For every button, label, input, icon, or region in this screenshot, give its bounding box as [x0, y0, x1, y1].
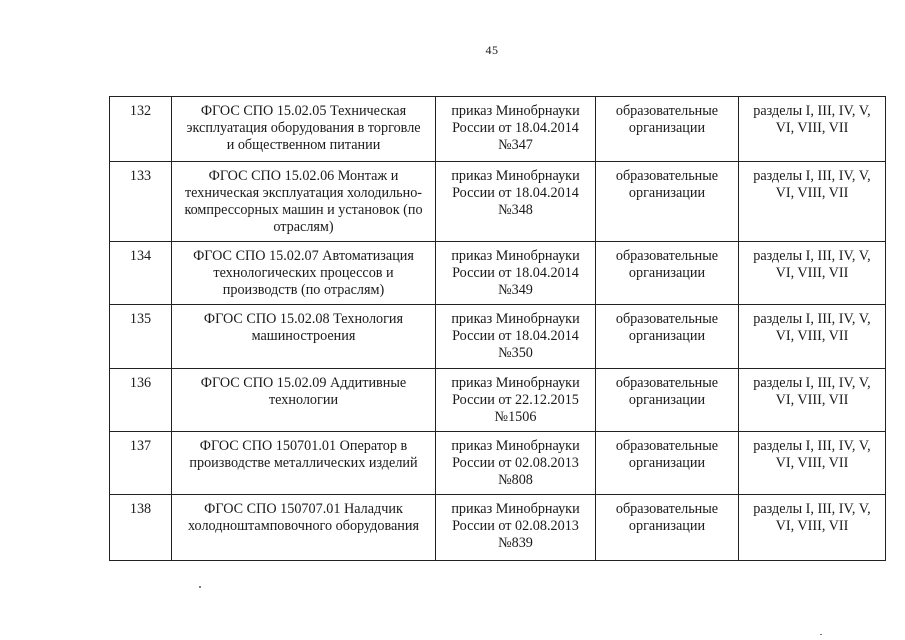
order-cell: приказ Минобрнауки России от 18.04.2014 №347 — [436, 97, 596, 162]
row-number-cell: 138 — [110, 495, 172, 561]
organizations-cell: образовательные организации — [596, 97, 739, 162]
standard-name-cell: ФГОС СПО 15.02.09 Аддитивные технологии — [172, 369, 436, 432]
standard-name-cell: ФГОС СПО 15.02.06 Монтаж и техническая эксплуатация холодильно- компрессорных машин и установок (по отраслям) — [172, 162, 436, 242]
standards-table — [109, 96, 886, 561]
order-cell: приказ Минобрнауки России от 02.08.2013 №808 — [436, 432, 596, 495]
row-number-cell: 133 — [110, 162, 172, 242]
sections-cell: разделы I, III, IV, V, VI, VIII, VII — [739, 242, 886, 305]
table-row — [110, 242, 886, 305]
sections-cell: разделы I, III, IV, V, VI, VIII, VII — [739, 162, 886, 242]
order-cell: приказ Минобрнауки России от 18.04.2014 №348 — [436, 162, 596, 242]
organizations-cell: образовательные организации — [596, 162, 739, 242]
standard-name-cell: ФГОС СПО 15.02.07 Автоматизация технологических процессов и производств (по отраслям) — [172, 242, 436, 305]
order-cell: приказ Минобрнауки России от 02.08.2013 №839 — [436, 495, 596, 561]
order-cell: приказ Минобрнауки России от 18.04.2014 №349 — [436, 242, 596, 305]
organizations-cell: образовательные организации — [596, 305, 739, 369]
standard-name-cell: ФГОС СПО 150707.01 Наладчик холодноштамповочного оборудования — [172, 495, 436, 561]
scan-speck — [199, 586, 201, 588]
sections-cell: разделы I, III, IV, V, VI, VIII, VII — [739, 369, 886, 432]
page-number: 45 — [485, 43, 499, 57]
row-number-cell: 136 — [110, 369, 172, 432]
table-row — [110, 369, 886, 432]
standard-name-cell: ФГОС СПО 150701.01 Оператор в производстве металлических изделий — [172, 432, 436, 495]
row-number-cell: 132 — [110, 97, 172, 162]
table-row — [110, 432, 886, 495]
standard-name-cell: ФГОС СПО 15.02.05 Техническая эксплуатация оборудования в торговле и общественном питании — [172, 97, 436, 162]
row-number-cell: 134 — [110, 242, 172, 305]
sections-cell: разделы I, III, IV, V, VI, VIII, VII — [739, 97, 886, 162]
standard-name-cell: ФГОС СПО 15.02.08 Технология машиностроения — [172, 305, 436, 369]
sections-cell: разделы I, III, IV, V, VI, VIII, VII — [739, 432, 886, 495]
organizations-cell: образовательные организации — [596, 495, 739, 561]
table-row — [110, 97, 886, 162]
organizations-cell: образовательные организации — [596, 242, 739, 305]
row-number-cell: 137 — [110, 432, 172, 495]
row-number-cell: 135 — [110, 305, 172, 369]
scan-speck — [820, 634, 822, 635]
organizations-cell: образовательные организации — [596, 432, 739, 495]
table-row — [110, 495, 886, 561]
table-row — [110, 305, 886, 369]
order-cell: приказ Минобрнауки России от 22.12.2015 №1506 — [436, 369, 596, 432]
sections-cell: разделы I, III, IV, V, VI, VIII, VII — [739, 305, 886, 369]
organizations-cell: образовательные организации — [596, 369, 739, 432]
order-cell: приказ Минобрнауки России от 18.04.2014 №350 — [436, 305, 596, 369]
table-row — [110, 162, 886, 242]
sections-cell: разделы I, III, IV, V, VI, VIII, VII — [739, 495, 886, 561]
